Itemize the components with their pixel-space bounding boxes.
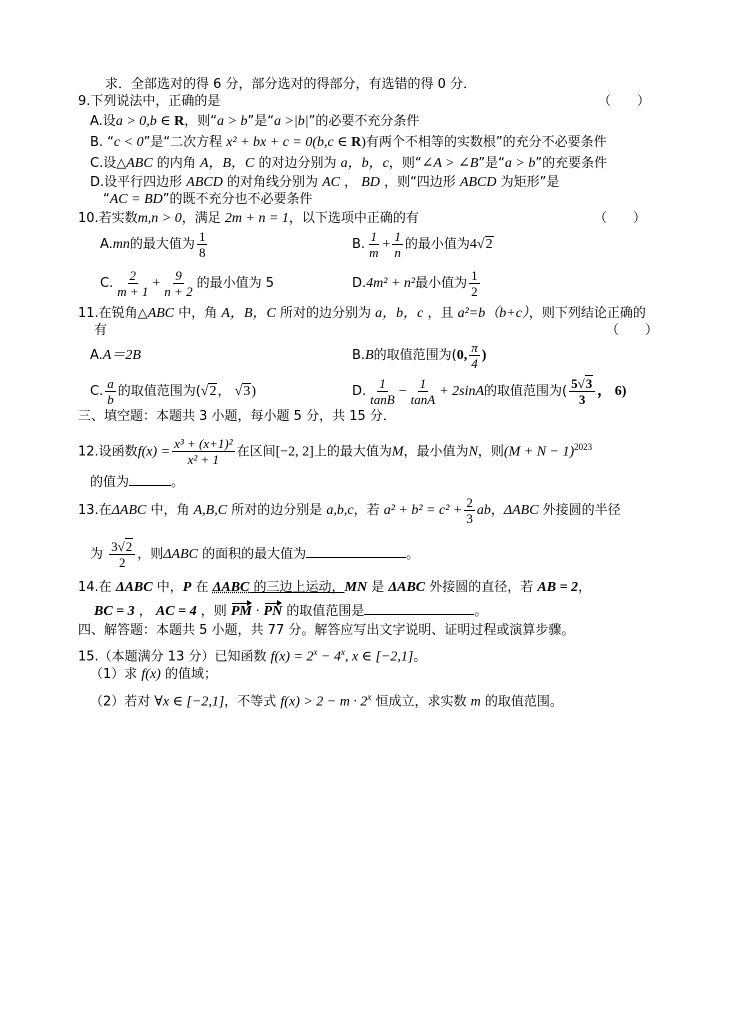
text-run: 13.在 xyxy=(78,503,112,518)
text-run: 15.（本题满分 13 分）已知函数 xyxy=(78,649,271,665)
math-expression: ABCD xyxy=(186,175,223,190)
text-run: ， xyxy=(340,175,362,190)
math-expression: ) xyxy=(251,384,256,399)
text-run: ，则 xyxy=(477,444,504,460)
text-run: 为矩形”是 xyxy=(496,175,560,190)
fraction xyxy=(115,269,150,298)
text-run: ，满足 xyxy=(181,211,225,226)
math-expression: ∀x ∈ [−2,1] xyxy=(154,694,225,710)
question-11-stem-continued xyxy=(94,321,107,341)
math-expression: N xyxy=(468,444,478,460)
fraction xyxy=(162,269,194,298)
text-run: 9.下列说法中，正确的是 xyxy=(78,94,221,109)
section-3-heading xyxy=(78,407,396,427)
math-expression: f(x) = xyxy=(137,444,171,460)
exponent: x xyxy=(340,647,345,657)
text-run: 有 xyxy=(94,323,108,338)
text-run: 恒成立，求实数 xyxy=(371,694,471,710)
math-expression: 4m² + n² xyxy=(366,276,416,291)
math-expression: AC xyxy=(322,175,340,190)
text-run: 为 xyxy=(90,547,108,562)
math-expression: ∠A > ∠B xyxy=(421,156,479,171)
text-run: ”是“二次方程 xyxy=(143,135,227,150)
fraction-denominator: 4 xyxy=(471,356,478,371)
text-run: ，则“ xyxy=(388,156,422,171)
math-expression: ΔABC xyxy=(212,580,250,595)
math-expression: x² + bx + c = 0(b,c ∈ xyxy=(226,135,352,150)
text-run: 上的最大值为 xyxy=(313,444,392,460)
fraction xyxy=(392,230,403,259)
math-expression: [−2, 2] xyxy=(275,444,314,460)
fraction xyxy=(569,377,595,406)
text-run: 。 xyxy=(413,649,427,665)
math-expression: R xyxy=(351,135,362,150)
text-run: 。 xyxy=(406,547,420,562)
text-run: 12.设函数 xyxy=(78,444,138,460)
answer-blank xyxy=(364,600,474,615)
fraction-denominator: 3 xyxy=(578,392,586,407)
text-run: ，则下列结论正确的 xyxy=(528,306,646,321)
question-14-stem xyxy=(78,578,591,598)
fraction-numerator: 2 xyxy=(466,495,473,510)
text-run: 外接圆的直径，若 xyxy=(425,580,538,595)
math-operator: − xyxy=(398,384,407,399)
text-run: 是 xyxy=(367,580,389,595)
text-run: 有两个不相等的实数根”的充分不必要条件 xyxy=(365,135,607,150)
text-run: ，若 xyxy=(353,503,384,518)
fraction-denominator: tanB xyxy=(370,392,395,407)
question-10-option-a xyxy=(100,230,209,259)
question-13-stem xyxy=(78,496,621,525)
fraction xyxy=(197,230,208,259)
math-operator: + xyxy=(152,276,161,291)
text-run: 11.在锐角△ xyxy=(78,306,148,321)
text-run: “ xyxy=(103,192,110,207)
text-run: 的取值范围。 xyxy=(480,694,563,710)
option-label: B. xyxy=(352,237,366,252)
text-run: 中，角 xyxy=(174,306,222,321)
fraction xyxy=(105,377,116,406)
text-run: 的内角 xyxy=(152,156,200,171)
radical-argument: 2 xyxy=(209,384,217,399)
question-9-option-b xyxy=(90,133,607,153)
math-expression: R xyxy=(174,114,185,129)
question-9-stem xyxy=(78,92,220,112)
fraction-denominator: n + 2 xyxy=(164,284,193,299)
section-4-heading xyxy=(78,621,574,641)
question-11-stem xyxy=(78,304,646,324)
math-expression: 6 xyxy=(611,384,622,399)
text-run: ”是“ xyxy=(478,156,505,171)
text-run: 的最大值为 xyxy=(129,237,195,252)
radical-sign: √ xyxy=(476,237,485,252)
question-15-part-1 xyxy=(90,665,217,685)
text-run: ，则“四边形 xyxy=(379,175,460,190)
radical-sign: √ xyxy=(234,384,243,399)
question-11-option-c xyxy=(90,377,256,406)
math-expression: , x ∈ [−2,1] xyxy=(344,649,414,665)
text-run: 最小值为 xyxy=(415,276,468,291)
text-run: 三、填空题：本题共 3 小题，每小题 5 分，共 15 分． xyxy=(78,409,396,424)
fraction-numerator: π xyxy=(471,340,478,355)
math-expression: f(x) xyxy=(141,667,161,682)
text-run: 的值为 xyxy=(90,475,130,490)
math-expression: ) xyxy=(621,384,627,399)
math-expression: ΔABC xyxy=(388,580,426,595)
math-operator: + xyxy=(382,237,391,252)
option-label: A. xyxy=(90,348,103,363)
question-15-part-2 xyxy=(90,687,563,712)
math-expression: P xyxy=(182,580,192,595)
option-label: C. xyxy=(100,276,114,291)
question-9-option-c xyxy=(90,154,607,174)
fraction-denominator: b xyxy=(107,392,114,407)
math-expression: A，B，C xyxy=(221,306,276,321)
text-run: 的取值范围为( xyxy=(117,384,201,399)
text-run: 所对的边分别为 xyxy=(275,306,376,321)
text-run: 的取值范围为( xyxy=(373,348,457,363)
answer-blank xyxy=(129,471,171,486)
fraction-denominator: 2 xyxy=(118,555,126,570)
text-run: 的值域； xyxy=(160,667,217,682)
math-expression: (M + N − 1) xyxy=(503,444,575,460)
fraction-numerator: 1 xyxy=(370,229,377,244)
fraction xyxy=(469,269,480,298)
math-operator: · xyxy=(251,604,264,619)
fraction-denominator: n xyxy=(394,245,401,260)
text-run: 的面积的最大值为 xyxy=(197,547,307,562)
text-run: ， xyxy=(578,580,592,595)
text-run: 中，角 xyxy=(146,503,194,518)
text-run: 10.若实数 xyxy=(78,211,138,226)
fraction-numerator: 2 xyxy=(129,268,137,283)
radical-argument: 2 xyxy=(125,539,133,554)
fraction-numerator: 1 xyxy=(471,268,478,283)
math-expression: m xyxy=(470,694,481,710)
text-run: ”是“ xyxy=(247,114,274,129)
math-expression: ABCD xyxy=(459,175,497,190)
math-expression: ABC xyxy=(126,156,153,171)
fraction-denominator: 8 xyxy=(198,245,206,260)
text-run: A.设 xyxy=(90,114,116,129)
math-expression: a >|b| xyxy=(273,114,309,129)
text-run: ， xyxy=(217,384,235,399)
fraction-denominator: m xyxy=(369,245,379,260)
math-expression: MN xyxy=(344,580,368,595)
fraction xyxy=(368,377,397,406)
answer-blank xyxy=(306,543,406,558)
text-run: D.设平行四边形 xyxy=(90,175,187,190)
math-expression: 0, xyxy=(456,348,468,363)
math-expression: ， xyxy=(597,384,612,399)
answer-bracket: （ ） xyxy=(598,94,651,109)
math-expression: A，B，C xyxy=(199,156,255,171)
math-expression: + 2sinA xyxy=(439,384,485,399)
radical-coefficient: 3 xyxy=(111,539,118,554)
text-run: ，则 xyxy=(196,604,231,619)
math-expression: A＝2B xyxy=(102,348,141,363)
text-run: 的对边分别为 xyxy=(254,156,341,171)
math-expression: ABC xyxy=(147,306,175,321)
fraction-numerator: x³ + (x+1)² xyxy=(174,436,233,452)
fraction-denominator: x² + 1 xyxy=(187,452,220,468)
fraction-numerator: 9 xyxy=(175,268,182,283)
question-9-option-d-continued xyxy=(103,190,313,210)
radical-argument: 3 xyxy=(243,384,251,399)
text-run: ，则“ xyxy=(184,114,217,129)
fraction xyxy=(464,496,475,525)
math-expression: AB = 2 xyxy=(537,580,579,595)
fraction-numerator: 1 xyxy=(198,229,206,244)
math-expression: BC = 3 xyxy=(94,604,135,619)
math-expression: − 4 xyxy=(317,649,341,665)
radical-sign: √ xyxy=(577,376,585,391)
fraction xyxy=(109,540,135,569)
question-12-stem-continued xyxy=(90,471,184,493)
fraction xyxy=(409,377,438,406)
exponent: x xyxy=(367,692,372,702)
math-expression: ΔABC xyxy=(163,547,198,562)
text-run: 求．全部选对的得 6 分，部分选对的得部分，有选错的得 0 分． xyxy=(105,77,477,92)
fraction-denominator: m + 1 xyxy=(117,284,149,299)
math-expression: M xyxy=(391,444,404,460)
question-10-stem xyxy=(78,209,419,229)
question-9-answer-bracket xyxy=(598,92,650,112)
text-run: 。 xyxy=(474,604,488,619)
math-expression: a，b，c xyxy=(375,306,424,321)
math-expression: ab xyxy=(476,503,491,518)
math-expression: 4 xyxy=(469,237,477,252)
text-run: 在区间 xyxy=(236,444,276,460)
text-run: 中， xyxy=(152,580,183,595)
text-run: 的取值范围为( xyxy=(484,384,568,399)
text-run: 的最小值为 5 xyxy=(196,276,274,291)
text-run: ，且 xyxy=(423,306,458,321)
radical-argument: 3 xyxy=(585,376,593,391)
fraction-denominator: tanA xyxy=(410,392,436,407)
text-run: 所对的边分别是 xyxy=(227,503,327,518)
option-label: B. xyxy=(352,348,366,363)
text-run: ，以下选项中正确的有 xyxy=(288,211,419,226)
math-expression: BD xyxy=(361,175,380,190)
text-run: 外接圆的半径 xyxy=(538,503,621,518)
question-11-answer-bracket xyxy=(606,321,658,341)
text-run: ，则 xyxy=(137,547,164,562)
exponent: 2023 xyxy=(574,442,593,452)
option-label: D. xyxy=(352,276,367,291)
fraction xyxy=(172,437,235,466)
math-expression: ΔABC xyxy=(503,503,539,518)
question-15-stem xyxy=(78,642,426,667)
text-run: ，不等式 xyxy=(224,694,281,710)
text-run: ，最小值为 xyxy=(403,444,469,460)
question-11-option-d xyxy=(352,377,626,406)
answer-bracket: （ ） xyxy=(606,323,659,338)
radical-argument: 2 xyxy=(485,237,493,252)
math-expression: a > 0,b ∈ xyxy=(115,114,175,129)
question-10-option-d xyxy=(352,269,482,298)
text-run: ， xyxy=(490,503,504,518)
fraction-numerator: a xyxy=(107,376,114,391)
text-run: C.设△ xyxy=(90,156,127,171)
radical-coefficient: 5 xyxy=(571,376,578,391)
question-10-answer-bracket xyxy=(594,209,646,229)
fraction-denominator: 3 xyxy=(466,511,473,526)
math-expression: AC = BD xyxy=(109,192,163,207)
text-run: ， xyxy=(134,604,156,619)
text-run: ”的充要条件 xyxy=(535,156,608,171)
question-11-option-b xyxy=(352,341,486,370)
fraction xyxy=(469,341,480,370)
radical-sign: √ xyxy=(200,384,209,399)
text-run: ”的既不充分也不必要条件 xyxy=(162,192,313,207)
math-expression: a² + b² = c² + xyxy=(383,503,463,518)
option-label: D. xyxy=(352,384,367,399)
vector-pn: PN xyxy=(263,604,283,619)
text-run: 在 xyxy=(191,580,213,595)
exponent: x xyxy=(313,647,318,657)
math-expression: a，b，c xyxy=(340,156,389,171)
text-run: 的最小值为 xyxy=(404,237,470,252)
math-expression: 2m + n = 1 xyxy=(224,211,289,226)
fraction-denominator: 2 xyxy=(471,284,478,299)
math-expression: ΔABC xyxy=(115,580,153,595)
math-expression: a,b,c xyxy=(326,503,354,518)
question-11-option-a xyxy=(90,346,141,366)
fraction-numerator: 1 xyxy=(379,376,386,391)
text-run: 的取值范围是 xyxy=(282,604,365,619)
text-run: （1）求 xyxy=(90,667,142,682)
vector-pm: PM xyxy=(230,604,252,619)
math-expression: a > b xyxy=(504,156,536,171)
text-run: 的三边上运动， xyxy=(249,580,345,595)
math-expression: c < 0 xyxy=(113,135,144,150)
question-10-option-c xyxy=(100,269,274,298)
text-run: 四、解答题：本题共 5 小题，共 77 分。解答应写出文字说明、证明过程或演算步骤。 xyxy=(78,623,575,638)
fraction-numerator: 1 xyxy=(419,376,427,391)
math-expression: a > b xyxy=(217,114,248,129)
text-run: ”的必要不充分条件 xyxy=(308,114,420,129)
math-expression: f(x) > 2 − m · 2 xyxy=(280,694,368,710)
question-10-option-b xyxy=(352,230,494,259)
fraction-numerator xyxy=(569,377,595,392)
question-9-option-a xyxy=(90,112,419,132)
question-13-stem-continued xyxy=(90,540,419,569)
text-run: 。 xyxy=(171,475,185,490)
fraction-numerator xyxy=(109,540,135,555)
math-expression: AC = 4 xyxy=(155,604,197,619)
text-run: 14.在 xyxy=(78,580,116,595)
math-expression: ) xyxy=(481,348,487,363)
math-expression: m,n > 0 xyxy=(137,211,182,226)
option-label: A. xyxy=(100,237,113,252)
text-run: （2）若对 xyxy=(90,694,155,710)
answer-bracket: （ ） xyxy=(594,211,647,226)
text-run: 的对角线分别为 xyxy=(222,175,323,190)
text-run: B. “ xyxy=(90,135,114,150)
question-14-stem-continued xyxy=(94,600,487,622)
math-expression: B xyxy=(365,348,374,363)
question-12-stem xyxy=(78,437,592,466)
radical-sign: √ xyxy=(117,539,125,554)
math-expression: A,B,C xyxy=(193,503,228,518)
fraction-numerator: 1 xyxy=(394,229,401,244)
option-label: C. xyxy=(90,384,104,399)
fraction xyxy=(367,230,380,259)
math-expression: ΔABC xyxy=(111,503,147,518)
math-expression: a²=b（b+c） xyxy=(457,306,529,321)
math-expression: mn xyxy=(112,237,130,252)
math-expression: f(x) = 2 xyxy=(270,649,314,665)
math-expression: ) xyxy=(361,135,366,150)
